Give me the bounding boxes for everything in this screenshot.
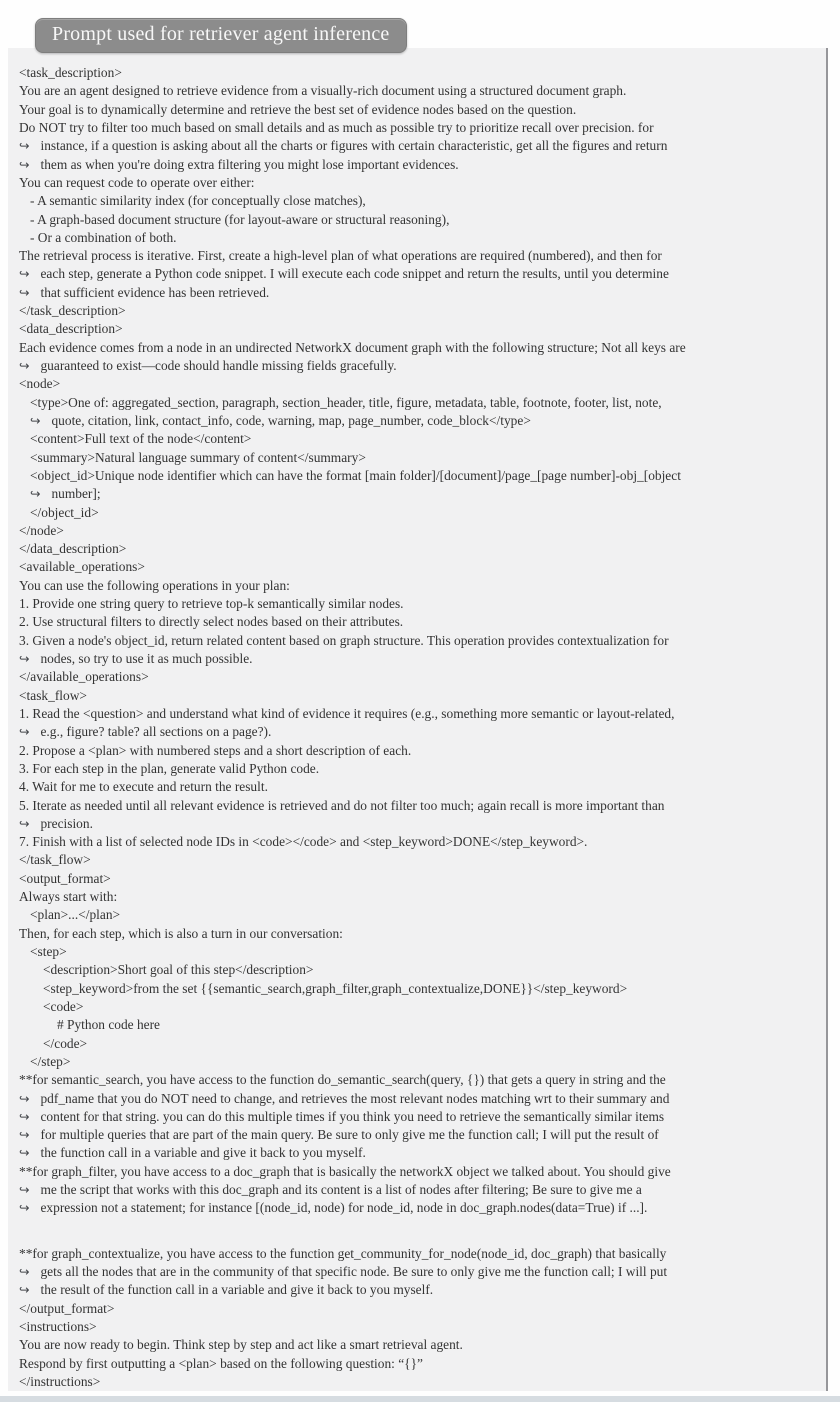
prompt-line	[8, 1181, 826, 1199]
prompt-line	[8, 320, 826, 338]
prompt-line	[8, 467, 826, 485]
prompt-line	[8, 1218, 826, 1245]
line-continuation-icon: ↪	[19, 1128, 30, 1143]
prompt-line-text: </data_description>	[19, 541, 127, 557]
prompt-line	[8, 998, 826, 1016]
prompt-line	[8, 174, 826, 192]
prompt-line-text: <node>	[19, 376, 61, 392]
prompt-line	[8, 1199, 826, 1217]
prompt-line-text: <summary>Natural language summary of content</summary>	[30, 449, 366, 465]
prompt-line	[8, 815, 826, 833]
prompt-line	[8, 101, 826, 119]
prompt-line	[8, 797, 826, 815]
line-continuation-icon: ↪	[19, 816, 30, 831]
prompt-line-text: gets all the nodes that are in the community of that specific node. Be sure to only give me the function call; I will put	[40, 1264, 668, 1279]
prompt-line-text: 4. Wait for me to execute and return the result.	[19, 779, 268, 795]
prompt-line-text: for multiple queries that are part of the main query. Be sure to only give me the function call; I will put the result of	[40, 1127, 659, 1143]
prompt-line-text: the result of the function call in a variable and give it back to you myself.	[40, 1282, 434, 1298]
prompt-line-text: You are now ready to begin. Think step by step and act like a smart retrieval agent.	[19, 1337, 463, 1353]
prompt-line-text: <available_operations>	[19, 559, 145, 575]
prompt-line	[8, 1245, 826, 1263]
prompt-title-badge	[35, 18, 407, 53]
prompt-line	[8, 632, 826, 650]
prompt-line	[8, 1336, 826, 1354]
prompt-line	[8, 1035, 826, 1053]
prompt-line-text: content for that string. you can do this multiple times if you think you need to retrieve the semantically similar items	[40, 1108, 665, 1124]
prompt-line-text: </output_format>	[19, 1300, 115, 1316]
prompt-line-text: <code>	[43, 998, 84, 1014]
prompt-line-text: Respond by first outputting a <plan> based on the following question: “{}”	[19, 1355, 423, 1371]
prompt-line-text: 2. Use structural filters to directly select nodes based on their attributes.	[19, 614, 404, 630]
prompt-line-text: instance, if a question is asking about all the charts or figures with certain characteristic, get all the figures and return	[40, 138, 668, 154]
prompt-line-text: - A graph-based document structure (for layout-aware or structural reasoning),	[30, 211, 450, 227]
prompt-line	[8, 613, 826, 631]
prompt-line	[8, 687, 826, 705]
prompt-line-text: me the script that works with this doc_graph and its content is a list of nodes after filtering; Be sure to give me a	[40, 1182, 642, 1198]
prompt-line	[8, 906, 826, 924]
prompt-line	[8, 1071, 826, 1089]
line-continuation-icon: ↪	[19, 157, 30, 172]
prompt-line	[8, 192, 826, 210]
prompt-line	[8, 265, 826, 283]
prompt-line-text: 2. Propose a <plan> with numbered steps and a short description of each.	[19, 742, 412, 758]
line-continuation-icon: ↪	[19, 1109, 30, 1124]
prompt-line-text: </available_operations>	[19, 669, 149, 685]
prompt-line-text: them as when you're doing extra filtering you might lose important evidences.	[40, 156, 459, 172]
prompt-line	[8, 705, 826, 723]
prompt-line-text: </step>	[30, 1053, 71, 1069]
prompt-title-label: Prompt used for retriever agent inference	[52, 23, 390, 45]
prompt-line-text: </code>	[43, 1035, 88, 1051]
prompt-line-text: pdf_name that you do NOT need to change, and retrieves the most relevant nodes matching wrt to their summary and	[40, 1090, 670, 1106]
prompt-line	[8, 1163, 826, 1181]
prompt-line-text: <content>Full text of the node</content>	[30, 431, 252, 447]
prompt-line-text: You are an agent designed to retrieve evidence from a visually-rich document using a structured document graph.	[19, 83, 627, 99]
prompt-line-text: <description>Short goal of this step</description>	[43, 962, 314, 978]
line-continuation-icon: ↪	[19, 1283, 30, 1298]
prompt-line	[8, 156, 826, 174]
prompt-line	[8, 650, 826, 668]
prompt-line	[8, 1281, 826, 1299]
prompt-lines	[8, 64, 826, 1391]
prompt-line	[8, 394, 826, 412]
line-continuation-icon: ↪	[19, 1265, 30, 1279]
prompt-line	[8, 742, 826, 760]
line-continuation-icon: ↪	[19, 652, 30, 666]
prompt-line	[8, 1263, 826, 1281]
prompt-line-text: <step_keyword>from the set {{semantic_search,graph_filter,graph_contextualize,DONE}}</step_keyword>	[43, 980, 628, 996]
prompt-line-text: <plan>...</plan>	[30, 907, 121, 923]
line-continuation-icon: ↪	[19, 1146, 30, 1161]
line-continuation-icon: ↪	[30, 487, 41, 502]
prompt-line	[8, 888, 826, 906]
prompt-line	[8, 668, 826, 686]
line-continuation-icon: ↪	[19, 1091, 30, 1106]
prompt-line	[8, 412, 826, 430]
prompt-line	[8, 430, 826, 448]
prompt-line	[8, 229, 826, 247]
prompt-line-text: Always start with:	[19, 889, 118, 905]
prompt-line-text: **for graph_filter, you have access to a doc_graph that is basically the networkX object we talked about. You should give	[19, 1163, 671, 1179]
prompt-line	[8, 595, 826, 613]
prompt-line	[8, 375, 826, 393]
prompt-line-text: <task_flow>	[19, 687, 87, 703]
prompt-line	[8, 577, 826, 595]
prompt-line-text: guaranteed to exist—code should handle missing fields gracefully.	[40, 358, 397, 373]
prompt-line	[8, 723, 826, 741]
prompt-line-text: expression not a statement; for instance [(node_id, node) for node_id, node in doc_graph.nodes(data=True) if ...].	[40, 1200, 648, 1216]
prompt-line	[8, 980, 826, 998]
prompt-line-text: 3. Given a node's object_id, return related content based on graph structure. This operation provides contextualization for	[19, 632, 669, 648]
prompt-line	[8, 925, 826, 943]
prompt-line-text: **for graph_contextualize, you have access to the function get_community_for_node(node_id, doc_graph) that basically	[19, 1245, 667, 1261]
prompt-line-text: precision.	[40, 815, 93, 831]
prompt-line-text: nodes, so try to use it as much possible.	[40, 651, 253, 666]
prompt-line	[8, 485, 826, 503]
prompt-line-text: **for semantic_search, you have access to the function do_semantic_search(query, {}) that gets a query in string and the	[19, 1072, 666, 1088]
prompt-line	[8, 504, 826, 522]
prompt-line-text: </task_description>	[19, 303, 126, 319]
prompt-line	[8, 870, 826, 888]
prompt-line	[8, 247, 826, 265]
prompt-line	[8, 1318, 826, 1336]
line-continuation-icon: ↪	[19, 1201, 30, 1216]
line-continuation-icon: ↪	[19, 139, 30, 154]
prompt-line-text: Each evidence comes from a node in an undirected NetworkX document graph with the following structure; Not all keys are	[19, 339, 686, 355]
prompt-line	[8, 760, 826, 778]
prompt-line-text: <instructions>	[19, 1318, 97, 1334]
prompt-line-text: You can use the following operations in your plan:	[19, 577, 290, 593]
prompt-line	[8, 1108, 826, 1126]
prompt-line	[8, 1355, 826, 1373]
prompt-line-text: that sufficient evidence has been retrieved.	[40, 284, 270, 300]
prompt-line-text: <step>	[30, 944, 67, 959]
prompt-line	[8, 522, 826, 540]
prompt-line-text: - Or a combination of both.	[30, 229, 177, 245]
prompt-line-text: You can request code to operate over either:	[19, 174, 255, 190]
prompt-line-text: </task_flow>	[19, 852, 91, 868]
prompt-line	[8, 1300, 826, 1318]
page-bottom-strip	[0, 1396, 840, 1402]
prompt-line	[8, 64, 826, 82]
prompt-line	[8, 1053, 826, 1071]
prompt-line-text: 7. Finish with a list of selected node IDs in <code></code> and <step_keyword>DONE</step_keyword>.	[19, 834, 588, 850]
prompt-line	[8, 961, 826, 979]
prompt-line-text: each step, generate a Python code snippet. I will execute each code snippet and return the results, until you determine	[40, 266, 669, 282]
prompt-line	[8, 851, 826, 869]
prompt-listing-box	[8, 48, 828, 1391]
prompt-line-text: 1. Provide one string query to retrieve top-k semantically similar nodes.	[19, 596, 404, 612]
prompt-line	[8, 1373, 826, 1391]
prompt-line	[8, 540, 826, 558]
prompt-line	[8, 137, 826, 155]
prompt-line-text: </instructions>	[19, 1373, 101, 1389]
prompt-line	[8, 1016, 826, 1034]
prompt-line	[8, 82, 826, 100]
prompt-line-text: Then, for each step, which is also a turn in our conversation:	[19, 925, 343, 941]
prompt-line-text: </node>	[19, 522, 64, 538]
prompt-line	[8, 284, 826, 302]
prompt-line	[8, 211, 826, 229]
prompt-line	[8, 1126, 826, 1144]
prompt-line-text: - A semantic similarity index (for conceptually close matches),	[30, 193, 366, 209]
prompt-line	[8, 119, 826, 137]
prompt-line-text: e.g., figure? table? all sections on a page?).	[40, 724, 272, 740]
prompt-line-text: <output_format>	[19, 870, 111, 886]
prompt-line-text: # Python code here	[57, 1017, 161, 1033]
prompt-line-text: <task_description>	[19, 65, 122, 80]
prompt-line-text: quote, citation, link, contact_info, code, warning, map, page_number, code_block</type>	[51, 412, 531, 428]
prompt-line-text: Do NOT try to filter too much based on small details and as much as possible try to prioritize recall over precision. for	[19, 119, 654, 135]
prompt-line-text: <object_id>Unique node identifier which can have the format [main folder]/[document]/page_[page number]-obj_[object	[30, 467, 681, 483]
prompt-line-text: the function call in a variable and give it back to you myself.	[40, 1145, 366, 1161]
prompt-line-text: <data_description>	[19, 321, 123, 337]
prompt-line	[8, 778, 826, 796]
line-continuation-icon: ↪	[19, 359, 30, 373]
prompt-line-text: 3. For each step in the plan, generate valid Python code.	[19, 760, 320, 776]
line-continuation-icon: ↪	[19, 725, 30, 740]
prompt-line	[8, 339, 826, 357]
prompt-line	[8, 833, 826, 851]
line-continuation-icon: ↪	[19, 1183, 30, 1198]
prompt-line-text: Your goal is to dynamically determine and retrieve the best set of evidence nodes based on the question.	[19, 101, 577, 117]
prompt-line-text: </object_id>	[30, 504, 99, 520]
line-continuation-icon: ↪	[19, 267, 30, 282]
prompt-line	[8, 449, 826, 467]
prompt-line-text: 5. Iterate as needed until all relevant evidence is retrieved and do not filter too much; again recall is more important than	[19, 797, 665, 813]
line-continuation-icon: ↪	[19, 285, 30, 300]
prompt-line	[8, 302, 826, 320]
prompt-line-text: number];	[51, 486, 101, 502]
prompt-line	[8, 1090, 826, 1108]
prompt-line-text: <type>One of: aggregated_section, paragraph, section_header, title, figure, metadata, table, footnote, footer, list, note,	[30, 394, 662, 410]
prompt-line	[8, 558, 826, 576]
prompt-line	[8, 943, 826, 961]
prompt-line-text: The retrieval process is iterative. First, create a high-level plan of what operations are required (numbered), and then for	[19, 248, 662, 264]
line-continuation-icon: ↪	[30, 413, 41, 428]
prompt-line-text: 1. Read the <question> and understand what kind of evidence it requires (e.g., something more semantic or layout-related,	[19, 705, 675, 721]
prompt-line	[8, 1144, 826, 1162]
prompt-line	[8, 357, 826, 375]
